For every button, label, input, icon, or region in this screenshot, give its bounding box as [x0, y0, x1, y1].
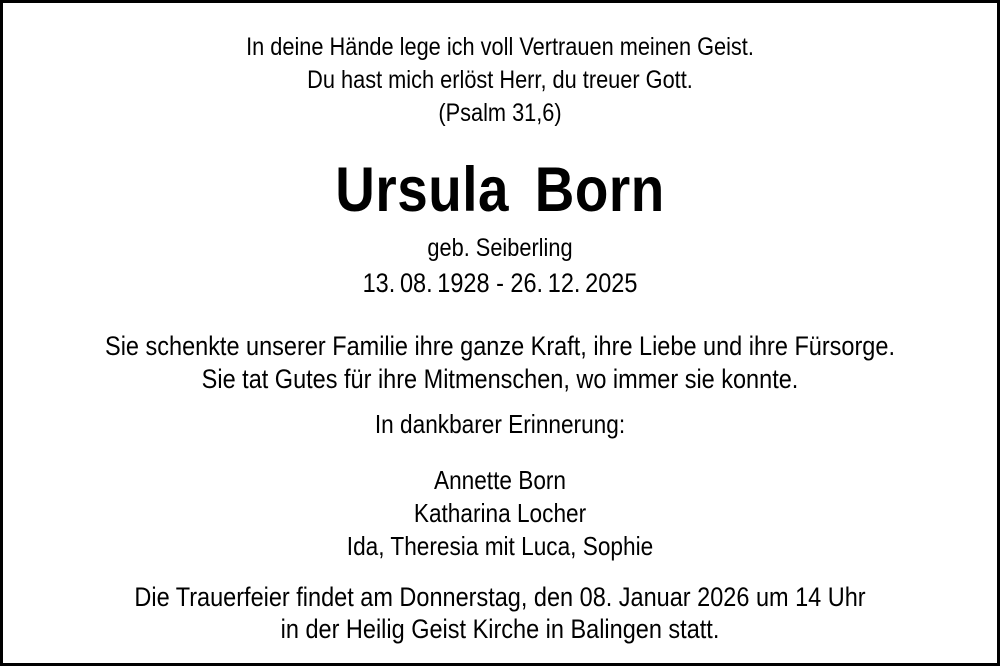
deceased-name: Ursula Born	[335, 155, 665, 225]
life-dates: 13. 08. 1928 - 26. 12. 2025	[362, 268, 638, 298]
mourners-list	[68, 464, 933, 563]
tribute-line-2: Sie tat Gutes für ihre Mitmenschen, wo immer sie konnte.	[201, 364, 799, 394]
epigraph	[68, 31, 933, 130]
service-announcement	[68, 581, 933, 645]
tribute-line-1: Sie schenkte unserer Familie ihre ganze Kraft, ihre Liebe und ihre Fürsorge.	[105, 331, 895, 361]
epigraph-line-2: Du hast mich erlöst Herr, du treuer Gott.	[307, 66, 693, 94]
remembrance-heading: In dankbarer Erinnerung:	[374, 409, 626, 439]
tribute-text	[68, 330, 933, 396]
service-line-2: in der Heilig Geist Kirche in Balingen statt.	[280, 614, 720, 644]
epigraph-line-1: In deine Hände lege ich voll Vertrauen meinen Geist.	[246, 33, 754, 61]
psalm-reference: (Psalm 31,6)	[438, 99, 562, 127]
mourner-name-1: Annette Born	[433, 465, 567, 495]
mourner-name-3: Ida, Theresia mit Luca, Sophie	[346, 531, 654, 561]
service-line-1: Die Trauerfeier findet am Donnerstag, den 08. Januar 2026 um 14 Uhr	[134, 582, 866, 612]
notice-content	[68, 31, 933, 645]
birth-name: geb. Seiberling	[427, 234, 573, 262]
mourner-name-2: Katharina Locher	[413, 498, 587, 528]
